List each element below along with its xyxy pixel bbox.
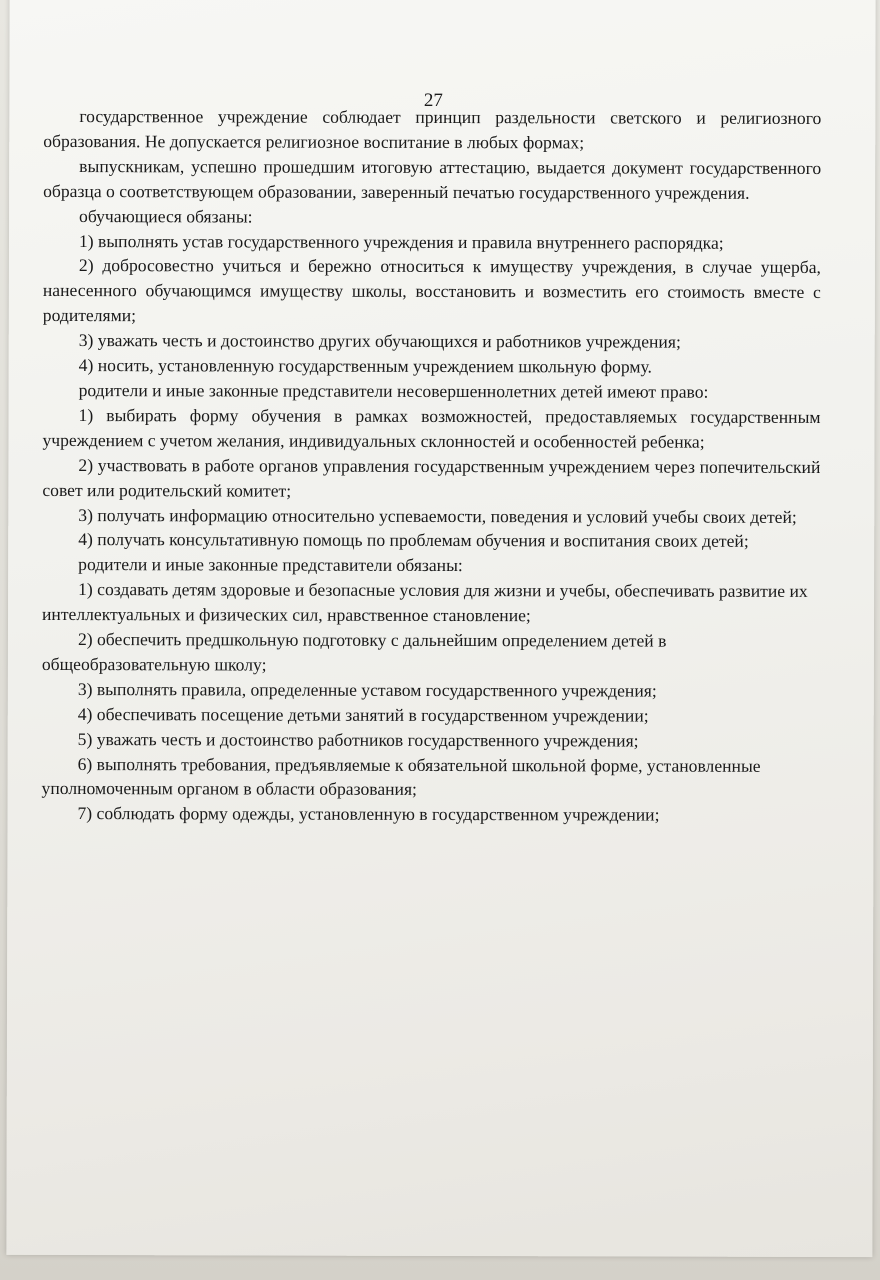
list-item: 2) добросовестно учиться и бережно относиться к имуществу учреждения, в случае ущерба, нанесенного обучающимся имуществу школы, восстановить и возместить его стоимость вместе с родителями; bbox=[42, 255, 821, 326]
list-item: 6) выполнять требования, предъявляемые к обязательной школьной форме, установленные уполномоченным органом в области образования; bbox=[41, 753, 761, 800]
list-item: 1) создавать детям здоровые и безопасные условия для жизни и учебы, обеспечивать развитие их интеллектуальных и физических сил, нравственное становление; bbox=[42, 579, 808, 626]
list-item: 4) обеспечивать посещение детьми занятий в государственном учреждении; bbox=[77, 703, 649, 726]
list-item: 2) участвовать в работе органов управления государственным учреждением через попечительский совет или родительский комитет; bbox=[42, 454, 821, 501]
list-item: 4) носить, установленную государственным учреждением школьную форму. bbox=[78, 355, 653, 377]
paragraph: родители и иные законные представители несовершеннолетних детей имеют право: bbox=[78, 380, 709, 402]
paragraph: выпускникам, успешно прошедшим итоговую аттестацию, выдается документ государственного образца о соответствующем образовании, заверенный печатью государственного учреждения. bbox=[43, 155, 822, 203]
list-item: 3) получать информацию относительно успеваемости, поведения и условий учебы своих детей; bbox=[78, 504, 797, 527]
document-page bbox=[6, 0, 875, 1257]
paragraph: обучающиеся обязаны: bbox=[79, 205, 253, 227]
list-item: 3) выполнять правила, определенные уставом государственного учреждения; bbox=[77, 678, 657, 701]
list-item: 5) уважать честь и достоинство работников государственного учреждения; bbox=[77, 728, 639, 751]
page-number: 27 bbox=[423, 89, 443, 112]
list-item: 1) выполнять устав государственного учреждения и правила внутреннего распорядка; bbox=[78, 230, 724, 253]
document-body bbox=[41, 104, 821, 828]
paragraph: государственное учреждение соблюдает принцип раздельности светского и религиозного образования. Не допускается религиозное воспитание в любых формах; bbox=[43, 106, 822, 153]
list-item: 1) выбирать форму обучения в рамках возможностей, предоставляемых государственным учреждением с учетом желания, индивидуальных склонностей и особенностей ребенка; bbox=[42, 404, 821, 452]
list-item: 7) соблюдать форму одежды, установленную в государственном учреждении; bbox=[77, 803, 660, 825]
list-item: 2) обеспечить предшкольную подготовку с дальнейшим определением детей в общеобразовательную школу; bbox=[41, 629, 667, 675]
list-item: 4) получать консультативную помощь по проблемам обучения и воспитания своих детей; bbox=[78, 529, 749, 552]
list-item: 3) уважать честь и достоинство других обучающихся и работников учреждения; bbox=[78, 330, 681, 352]
paragraph: родители и иные законные представители обязаны: bbox=[78, 554, 463, 576]
